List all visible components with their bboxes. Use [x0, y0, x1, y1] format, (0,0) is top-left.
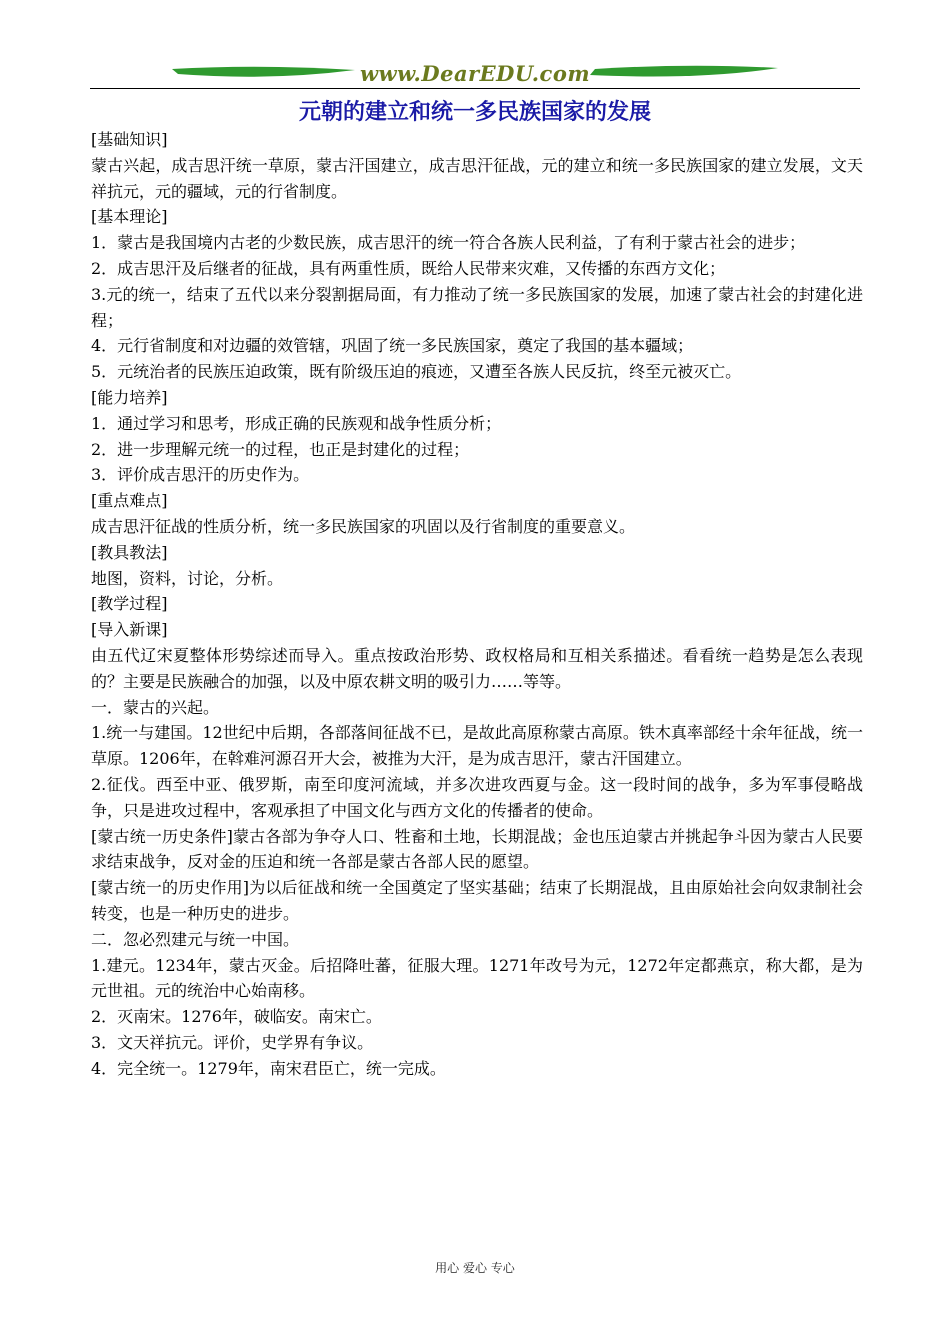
section-heading: [重点难点] [91, 491, 168, 511]
paragraph: 2．成吉思汗及后继者的征战，具有两重性质，既给人民带来灾难，又传播的东西方文化； [91, 258, 726, 278]
paragraph: 3.元的统一，结束了五代以来分裂割据局面，有力推动了统一多民族国家的发展，加速了蒙古社会的封建化进程； [91, 284, 863, 330]
section-heading: [导入新课] [91, 620, 168, 640]
paragraph: 1.统一与建国。12世纪中后期，各部落间征战不已，是故此高原称蒙古高原。铁木真率部经十余年征战，统一草原。1206年，在斡难河源召开大会，被推为大汗，是为成吉思汗，蒙古汗国建立。 [91, 723, 863, 769]
paragraph: 3．评价成吉思汗的历史作为。 [91, 465, 310, 485]
paragraph: 地图，资料，讨论，分析。 [91, 568, 284, 588]
site-url-logo: www.DearEDU.com [359, 61, 591, 86]
section-heading: [教具教法] [91, 542, 168, 562]
paragraph: [蒙古统一历史条件]蒙古各部为争夺人口、牲畜和土地，长期混战；金也压迫蒙古并挑起争斗因为蒙古人民要求结束战争，反对金的压迫和统一各部是蒙古各部人民的愿望。 [91, 826, 863, 872]
header-divider [90, 88, 860, 89]
paragraph: 1.建元。1234年，蒙古灭金。后招降吐蕃，征服大理。1271年改号为元，1272年定都燕京，称大都，是为元世祖。元的统治中心始南移。 [91, 955, 863, 1001]
document-body [91, 127, 863, 1081]
section-heading: [能力培养] [91, 387, 168, 407]
paragraph: [蒙古统一的历史作用]为以后征战和统一全国奠定了坚实基础；结束了长期混战，且由原始社会向奴隶制社会转变，也是一种历史的进步。 [91, 878, 863, 923]
subsection-heading: 一．蒙古的兴起。 [91, 697, 220, 717]
page-footer: 用心 爱心 专心 [435, 1261, 515, 1275]
paragraph: 2．进一步理解元统一的过程，也正是封建化的过程； [91, 439, 470, 459]
paragraph: 4．元行省制度和对边疆的效管辖，巩固了统一多民族国家，奠定了我国的基本疆域； [91, 336, 694, 356]
paragraph: 由五代辽宋夏整体形势综述而导入。重点按政治形势、政权格局和互相关系描述。看看统一趋势是怎么表现的？主要是民族融合的加强，以及中原农耕文明的吸引力……等等。 [91, 645, 863, 691]
paragraph: 4．完全统一。1279年，南宋君臣亡，统一完成。 [91, 1058, 446, 1078]
document-title: 元朝的建立和统一多民族国家的发展 [298, 100, 651, 125]
paragraph: 5．元统治者的民族压迫政策，既有阶级压迫的痕迹，又遭至各族人民反抗，终至元被灭亡。 [91, 362, 742, 382]
paragraph: 2．灭南宋。1276年，破临安。南宋亡。 [91, 1007, 382, 1027]
paragraph: 1．蒙古是我国境内古老的少数民族，成吉思汗的统一符合各族人民利益，了有利于蒙古社会的进步； [91, 233, 806, 253]
paragraph: 2.征伐。西至中亚、俄罗斯，南至印度河流域，并多次进攻西夏与金。这一段时间的战争，多为军事侵略战争，只是进攻过程中，客观承担了中国文化与西方文化的传播者的使命。 [91, 774, 863, 820]
section-heading: [教学过程] [91, 594, 168, 614]
site-header-banner [90, 56, 860, 92]
section-heading: [基本理论] [91, 207, 168, 227]
paragraph: 成吉思汗征战的性质分析，统一多民族国家的巩固以及行省制度的重要意义。 [91, 516, 636, 536]
section-heading: [基础知识] [91, 130, 168, 149]
paragraph: 1．通过学习和思考，形成正确的民族观和战争性质分析； [91, 413, 502, 433]
subsection-heading: 二．忽必烈建元与统一中国。 [91, 929, 300, 949]
paragraph: 3．文天祥抗元。评价，史学界有争议。 [91, 1032, 374, 1052]
paragraph: 蒙古兴起，成吉思汗统一草原，蒙古汗国建立，成吉思汗征战，元的建立和统一多民族国家的建立发展，文天祥抗元，元的疆域，元的行省制度。 [91, 155, 863, 201]
